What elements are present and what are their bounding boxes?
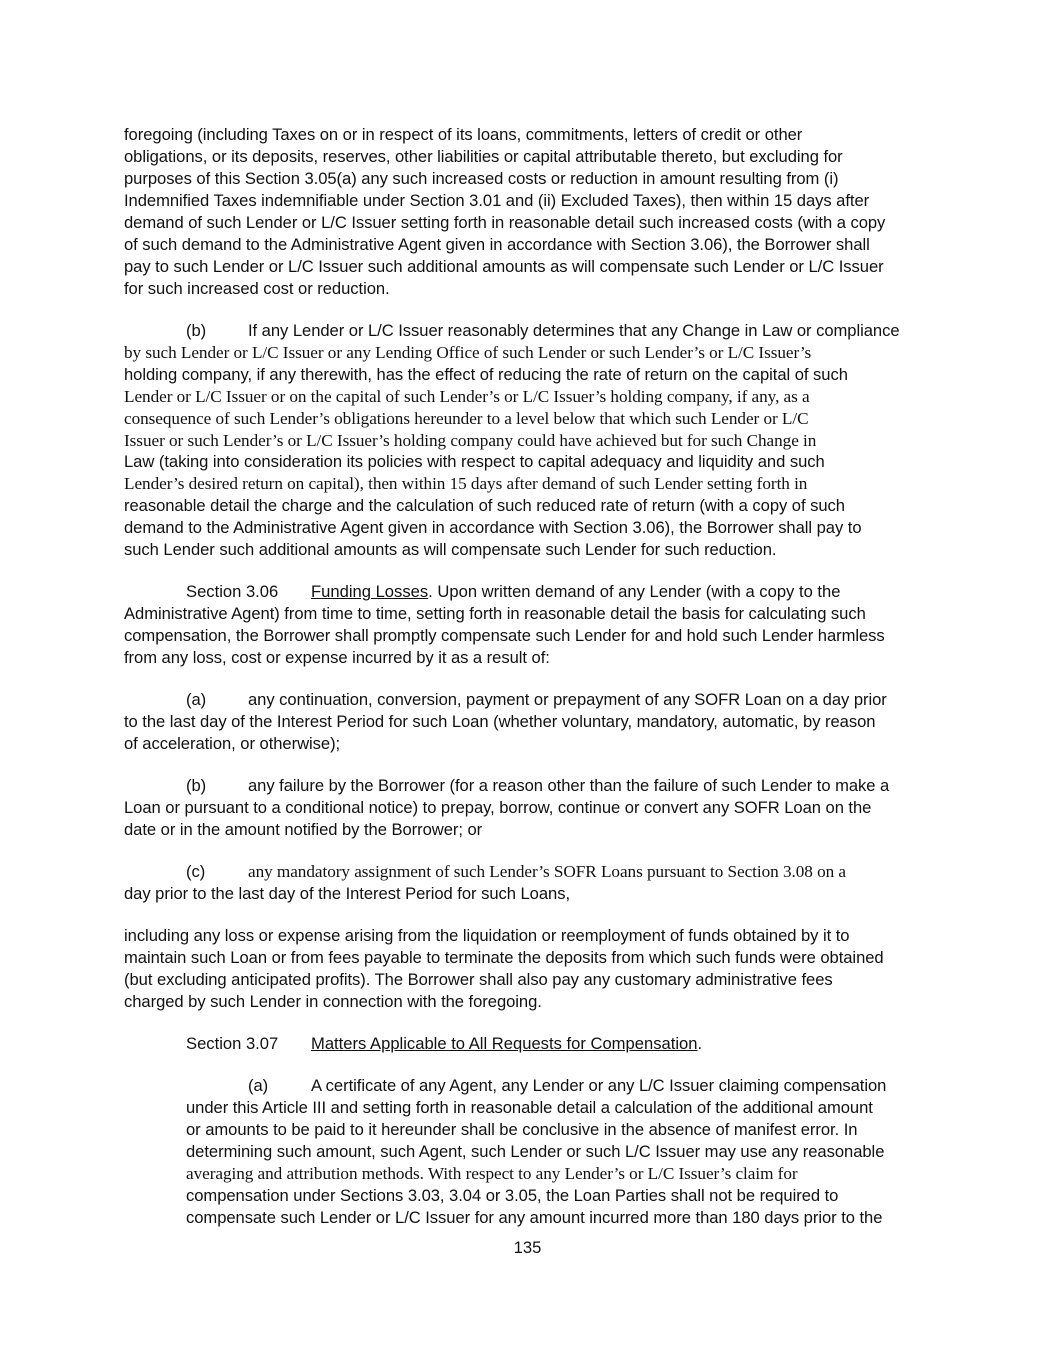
paragraph-line: demand to the Administrative Agent given in accordance with Section 3.06), the Borrower shall pay to (124, 518, 862, 537)
paragraph-line: Administrative Agent) from time to time, setting forth in reasonable detail the basis for calculating such (124, 604, 866, 623)
paragraph-line: Indemnified Taxes indemnifiable under Section 3.01 and (ii) Excluded Taxes), then within 15 days after (124, 191, 870, 210)
paragraph-line: Loan or pursuant to a conditional notice) to prepay, borrow, continue or convert any SOFR Loan on the (124, 798, 872, 817)
paragraph-line (248, 862, 846, 882)
paragraph-line: day prior to the last day of the Interest Period for such Loans, (124, 884, 571, 903)
paragraph-line: charged by such Lender in connection with the foregoing. (124, 992, 542, 1011)
paragraph-line: date or in the amount notified by the Borrower; or (124, 820, 483, 839)
paragraph-line: A certificate of any Agent, any Lender or any L/C Issuer claiming compensation (311, 1076, 887, 1095)
section-title: Funding Losses (311, 582, 429, 601)
paragraph-line: of such demand to the Administrative Agent given in accordance with Section 3.06), the Borrower shall (124, 235, 870, 254)
paragraph-line: Lender’s desired return on capital), then within 15 days after demand of such Lender setting forth in (124, 474, 808, 493)
paragraph-line: maintain such Loan or from fees payable to terminate the deposits from which such funds were obtained (124, 948, 884, 967)
paragraph-line: Lender or L/C Issuer or on the capital of such Lender’s or L/C Issuer’s holding company, if any, as a (124, 387, 810, 406)
section-heading (311, 582, 840, 602)
clause-label: (b) (186, 776, 207, 795)
paragraph-line: by such Lender or L/C Issuer or any Lending Office of such Lender or such Lender’s or L/C Issuer’s (124, 343, 812, 362)
paragraph-line: determining such amount, such Agent, such Lender or such L/C Issuer may use any reasonable (186, 1142, 885, 1161)
paragraph-line: consequence of such Lender’s obligations hereunder to a level below that which such Lender or L/C (124, 409, 809, 428)
paragraph-line: for such increased cost or reduction. (124, 279, 390, 298)
paragraph-line: compensate such Lender or L/C Issuer for any amount incurred more than 180 days prior to the (186, 1208, 883, 1227)
paragraph-line: compensation under Sections 3.03, 3.04 or 3.05, the Loan Parties shall not be required to (186, 1186, 839, 1205)
paragraph-line: compensation, the Borrower shall promptly compensate such Lender for and hold such Lender harmless (124, 626, 885, 645)
paragraph-line: pay to such Lender or L/C Issuer such additional amounts as will compensate such Lender or L/C Issuer (124, 257, 884, 276)
paragraph-line: (but excluding anticipated profits). The Borrower shall also pay any customary administrative fees (124, 970, 833, 989)
paragraph-line: from any loss, cost or expense incurred by it as a result of: (124, 648, 550, 667)
paragraph-line: reasonable detail the charge and the calculation of such reduced rate of return (with a copy of such (124, 496, 845, 515)
page-number: 135 (513, 1238, 542, 1257)
paragraph-line: purposes of this Section 3.05(a) any such increased costs or reduction in amount resulting from (i) (124, 169, 839, 188)
paragraph-line: demand of such Lender or L/C Issuer setting forth in reasonable detail such increased costs (with a copy (124, 213, 886, 232)
paragraph-line: If any Lender or L/C Issuer reasonably determines that any Change in Law or compliance (248, 321, 900, 340)
clause-label: (b) (186, 321, 207, 340)
paragraph-line: averaging and attribution methods. With respect to any Lender’s or L/C Issuer’s claim for (186, 1164, 798, 1183)
section-title-end: . (697, 1034, 703, 1053)
paragraph-line: under this Article III and setting forth in reasonable detail a calculation of the additional amount (186, 1098, 873, 1117)
clause-label: (c) (186, 862, 206, 881)
paragraph-line: holding company, if any therewith, has the effect of reducing the rate of return on the capital of such (124, 365, 848, 384)
section-intro: . Upon written demand of any Lender (with a copy to the (428, 582, 841, 601)
clause-label: (a) (248, 1076, 269, 1095)
paragraph-line: such Lender such additional amounts as will compensate such Lender for such reduction. (124, 540, 777, 559)
section-number: Section 3.07 (186, 1034, 279, 1053)
paragraph-line: to the last day of the Interest Period for such Loan (whether voluntary, mandatory, automatic, by reason (124, 712, 876, 731)
paragraph-line: of acceleration, or otherwise); (124, 734, 341, 753)
paragraph-line: any continuation, conversion, payment or prepayment of any SOFR Loan on a day prior (248, 690, 887, 709)
paragraph-line: or amounts to be paid to it hereunder shall be conclusive in the absence of manifest error. In (186, 1120, 858, 1139)
section-title: Matters Applicable to All Requests for Compensation (311, 1034, 698, 1053)
clause-label: (a) (186, 690, 207, 709)
paragraph-line: any failure by the Borrower (for a reason other than the failure of such Lender to make a (248, 776, 890, 795)
paragraph-line: foregoing (including Taxes on or in respect of its loans, commitments, letters of credit or other (124, 125, 803, 144)
paragraph-line: including any loss or expense arising from the liquidation or reemployment of funds obtained by it to (124, 926, 850, 945)
paragraph-line: Law (taking into consideration its policies with respect to capital adequacy and liquidity and such (124, 452, 825, 471)
paragraph-line: Issuer or such Lender’s or L/C Issuer’s holding company could have achieved but for such Change in (124, 431, 817, 450)
mixed-font-text: any mandatory assignment of such Lender’s SOFR Loans pursuant to Section 3.08 on a (248, 862, 847, 881)
section-heading (311, 1034, 702, 1054)
section-number: Section 3.06 (186, 582, 279, 601)
paragraph-line: obligations, or its deposits, reserves, other liabilities or capital attributable thereto, but excluding for (124, 147, 843, 166)
